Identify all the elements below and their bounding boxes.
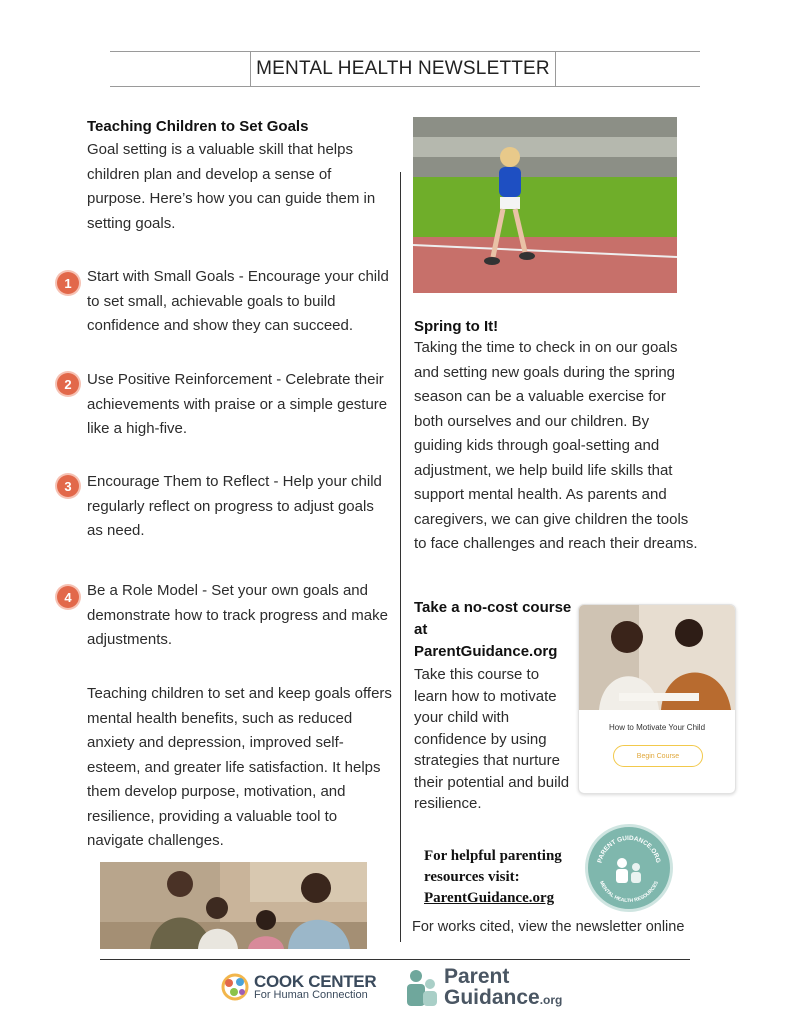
newsletter-title: MENTAL HEALTH NEWSLETTER (250, 51, 556, 87)
running-child-photo (413, 117, 677, 293)
course-card[interactable] (578, 604, 736, 794)
footer-divider (100, 959, 690, 960)
parentguidance-name-line1: Parent (444, 965, 510, 988)
works-cited-note: For works cited, view the newsletter online (412, 919, 685, 935)
step-text-3: Encourage Them to Reflect - Help your child regularly reflect on progress to adjust goals as need. (87, 473, 382, 539)
article-heading: Teaching Children to Set Goals (87, 118, 309, 135)
parentguidance-icon (404, 968, 438, 1006)
course-heading: Take a no-cost course at ParentGuidance.org (414, 599, 572, 660)
family-photo (100, 862, 367, 949)
begin-course-button[interactable]: Begin Course (613, 745, 703, 767)
step-number-4: 4 (57, 586, 79, 608)
cook-center-icon (220, 972, 250, 1002)
step-number-1: 1 (57, 272, 79, 294)
svg-text:MENTAL HEALTH RESOURCES (598, 880, 660, 904)
column-divider (400, 172, 401, 942)
intro-section (87, 116, 392, 236)
parentguidance-link[interactable]: ParentGuidance.org (424, 890, 555, 906)
step-text-2: Use Positive Reinforcement - Celebrate their achievements with praise or a simple gesture like a high-five. (87, 371, 388, 437)
course-card-title: How to Motivate Your Child (608, 723, 706, 732)
step-text-1: Start with Small Goals - Encourage your child to set small, achievable goals to build confidence and show they can succeed. (87, 268, 389, 334)
running-child-illustration (413, 117, 677, 293)
parentguidance-logo[interactable] (404, 966, 562, 1008)
parentguidance-suffix: .org (539, 993, 563, 1007)
course-card-photo (579, 605, 736, 710)
parentguidance-name-line2: Guidance (444, 986, 540, 1009)
masthead (110, 51, 700, 87)
badge-top-text: PARENT GUIDANCE.ORG (596, 834, 662, 864)
closing-paragraph: Teaching children to set and keep goals offers mental health benefits, such as reduced anxiety and depression, improved self-esteem, and greater life satisfaction. It helps them develop purpose, motivation, and resilience, providing a valuable tool to navigate challenges. (87, 685, 392, 849)
help-resources (424, 846, 574, 909)
help-line: For helpful parenting resources visit: (424, 848, 562, 885)
step-number-2: 2 (57, 373, 79, 395)
step-number-3: 3 (57, 475, 79, 497)
step-text-4: Be a Role Model - Set your own goals and demonstrate how to track progress and make adjustments. (87, 582, 388, 648)
article-intro: Goal setting is a valuable skill that helps children plan and develop a sense of purpose. Here’s how you can guide them in setting goals. (87, 141, 376, 232)
badge-bottom-text: MENTAL HEALTH RESOURCES (598, 880, 660, 905)
cook-center-logo[interactable] (220, 972, 376, 1002)
family-photo-illustration (100, 862, 367, 949)
cook-center-tagline: For Human Connection (254, 989, 368, 1001)
svg-text:PARENT GUIDANCE.ORG (596, 835, 661, 864)
course-description: Take this course to learn how to motivate your child with confidence by using strategies that nurture their potential and build resilience. (414, 666, 570, 812)
parentguidance-badge-icon (588, 827, 670, 909)
spring-paragraph: Taking the time to check in on our goals and setting new goals during the spring season can be a valuable exercise for both ourselves and our children. By guiding kids through goal-setting and adjustment, we help build life skills that support mental health. As parents and caregivers, we can give children the tools to face challenges and reach their dreams. (414, 339, 698, 552)
cook-center-name: COOK CENTER (254, 972, 377, 991)
mental-health-resources-badge (585, 824, 673, 912)
spring-heading: Spring to It! (414, 318, 499, 335)
